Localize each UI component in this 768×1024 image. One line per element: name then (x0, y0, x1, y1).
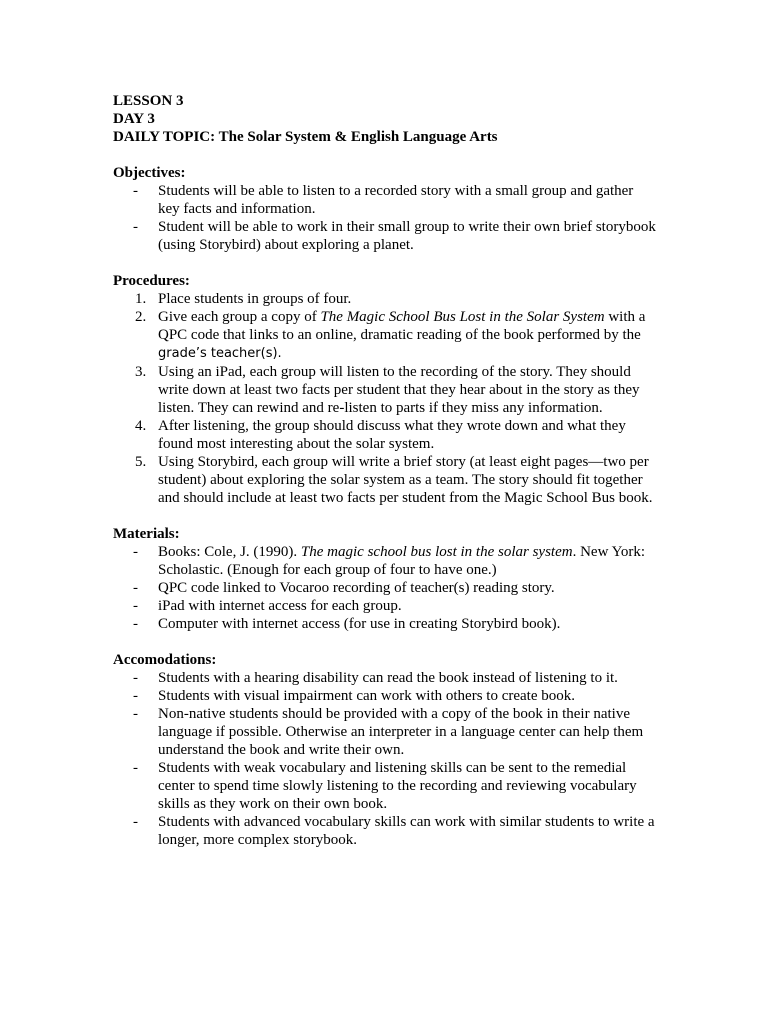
procedure-item (113, 308, 658, 363)
accommodation-item (113, 705, 658, 759)
spacer (113, 254, 658, 272)
procedure-text: Place students in groups of four. (158, 291, 352, 307)
spacer (113, 507, 658, 525)
accommodation-text: Students with weak vocabulary and listening skills can be sent to the remedial center to spend time slowly listening to the recording and reviewing vocabulary skills as they work on their own book. (158, 760, 637, 812)
dash-marker: - (133, 688, 138, 704)
number-marker: 1. (135, 291, 147, 307)
dash-marker: - (133, 598, 138, 614)
accommodations-title: Accomodations: (113, 652, 217, 668)
accommodation-text: Students with visual impairment can work with others to create book. (158, 688, 575, 704)
dash-marker: - (133, 760, 138, 776)
procedure-text-pre: Give each group a copy of (158, 309, 321, 325)
objective-item (113, 182, 658, 218)
objective-item (113, 218, 658, 254)
material-item (113, 597, 658, 615)
material-text: QPC code linked to Vocaroo recording of teacher(s) reading story. (158, 580, 555, 596)
number-marker: 3. (135, 364, 147, 380)
number-marker: 4. (135, 418, 147, 434)
materials-list (113, 543, 658, 633)
objective-text: Student will be able to work in their small group to write their own brief storybook (using Storybird) about exploring a planet. (158, 219, 656, 253)
procedure-text-tail: grade’s teacher(s). (158, 346, 282, 361)
lesson-plan (113, 92, 658, 849)
accommodation-item (113, 687, 658, 705)
dash-marker: - (133, 219, 138, 235)
materials-title: Materials: (113, 526, 180, 542)
daily-topic: DAILY TOPIC: The Solar System & English Language Arts (113, 129, 498, 145)
dash-marker: - (133, 670, 138, 686)
dash-marker: - (133, 616, 138, 632)
material-text: iPad with internet access for each group. (158, 598, 402, 614)
dash-marker: - (133, 183, 138, 199)
dash-marker: - (133, 544, 138, 560)
spacer (113, 633, 658, 651)
procedure-text-post: with a QPC code that links to an online, dramatic reading of the book performed by the (158, 309, 646, 343)
objectives-title: Objectives: (113, 165, 186, 181)
number-marker: 5. (135, 454, 147, 470)
material-text: Computer with internet access (for use in creating Storybird book). (158, 616, 561, 632)
procedure-item (113, 363, 658, 417)
accommodation-text: Students with a hearing disability can read the book instead of listening to it. (158, 670, 618, 686)
accommodation-item (113, 669, 658, 687)
procedures-title: Procedures: (113, 273, 190, 289)
day-number: DAY 3 (113, 111, 155, 127)
spacer (113, 146, 658, 164)
number-marker: 2. (135, 309, 147, 325)
accommodation-item (113, 759, 658, 813)
procedure-text: Using an iPad, each group will listen to the recording of the story. They should write down at least two facts per student that they hear about in the story as they listen. They can rewind and re-listen to parts if they miss any information. (158, 364, 640, 416)
dash-marker: - (133, 706, 138, 722)
material-item (113, 579, 658, 597)
procedure-item (113, 290, 658, 308)
book-title: The Magic School Bus Lost in the Solar System (320, 309, 605, 325)
accommodation-text: Students with advanced vocabulary skills can work with similar students to write a longer, more complex storybook. (158, 814, 655, 848)
material-item (113, 615, 658, 633)
accommodation-text: Non-native students should be provided with a copy of the book in their native language if possible. Otherwise an interpreter in a language center can help them understand the book and write their own. (158, 706, 644, 758)
procedure-text: After listening, the group should discuss what they wrote down and what they found most interesting about the solar system. (158, 418, 626, 452)
material-text-post: . New York: Scholastic. (Enough for each group of four to have one.) (158, 544, 646, 578)
objective-text: Students will be able to listen to a recorded story with a small group and gather key facts and information. (158, 183, 634, 217)
accommodation-item (113, 813, 658, 849)
book-citation-title: The magic school bus lost in the solar system (300, 544, 573, 560)
material-item (113, 543, 658, 579)
procedures-list (113, 290, 658, 507)
accommodations-list (113, 669, 658, 849)
dash-marker: - (133, 580, 138, 596)
lesson-number: LESSON 3 (113, 93, 184, 109)
objectives-list (113, 182, 658, 254)
dash-marker: - (133, 814, 138, 830)
procedure-text: Using Storybird, each group will write a brief story (at least eight pages—two per student) about exploring the solar system as a team. The story should fit together and should include at least two facts per student from the Magic School Bus book. (158, 454, 653, 506)
procedure-item (113, 453, 658, 507)
material-text-pre: Books: Cole, J. (1990). (158, 544, 301, 560)
procedure-item (113, 417, 658, 453)
